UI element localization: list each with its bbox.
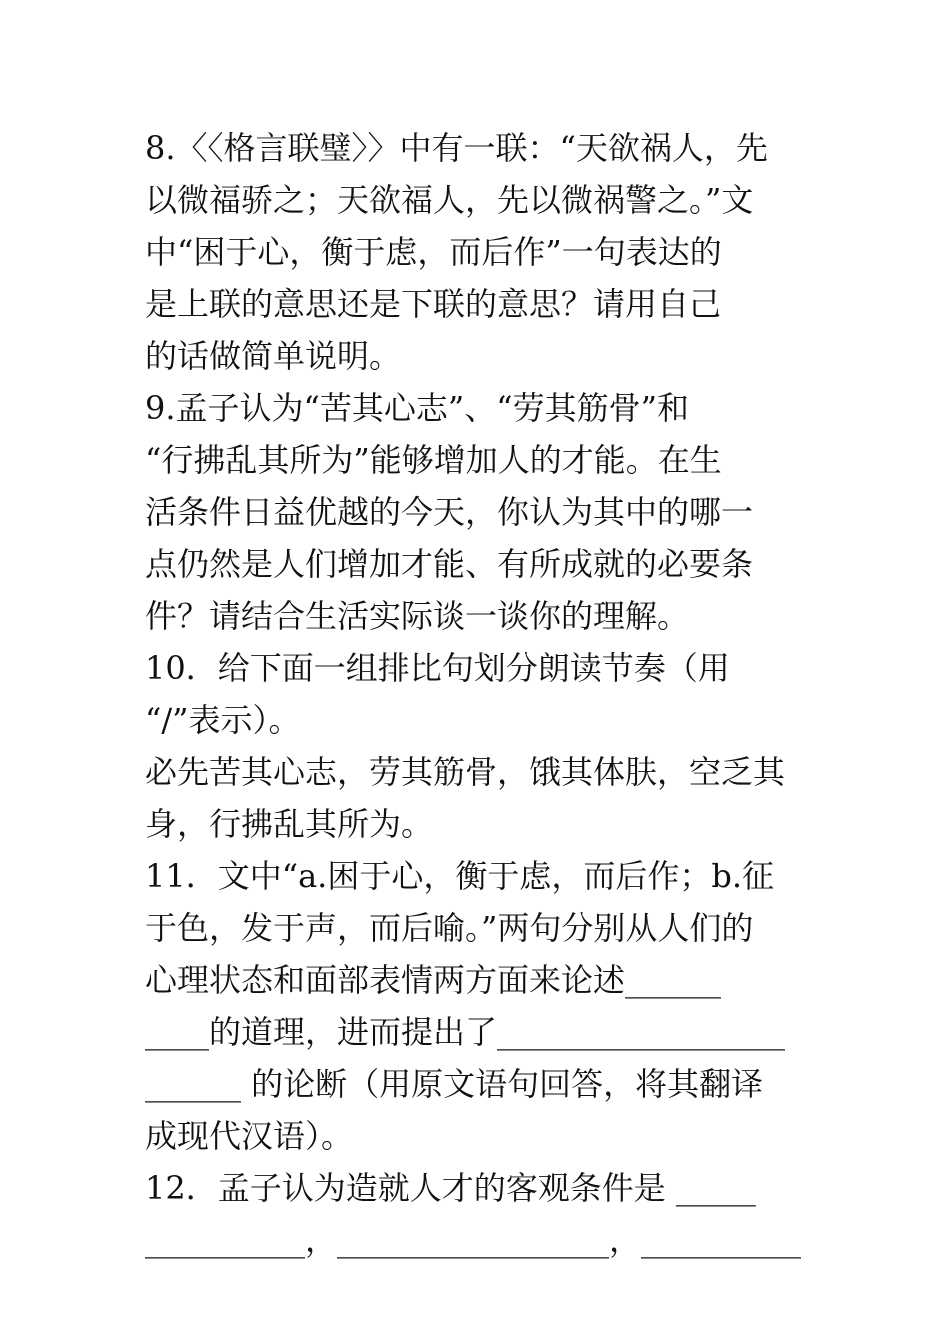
q8-line-4: 是上联的意思还是下联的意思？请用自己	[145, 285, 722, 323]
q8-line-3: 中“困于心，衡于虑，而后作”一句表达的	[145, 233, 722, 271]
q11-line-4: ____的道理，进而提出了__________________	[145, 1013, 786, 1051]
q9-line-4: 点仍然是人们增加才能、有所成就的必要条	[145, 545, 754, 583]
q11-line-6: 成现代汉语）。	[145, 1117, 354, 1155]
q9-line-3: 活条件日益优越的今天，你认为其中的哪一	[145, 493, 754, 531]
q12-line-1: 12．孟子认为造就人才的客观条件是 _____	[145, 1169, 756, 1207]
q11-line-2: 于色，发于声，而后喻。”两句分别从人们的	[145, 909, 754, 947]
q10-line-4: 身，行拂乱其所为。	[145, 805, 434, 843]
q8-line-2: 以微福骄之；天欲福人，先以微祸警之。”文	[145, 181, 754, 219]
q10-line-3: 必先苦其心志，劳其筋骨，饿其体肤，空乏其	[145, 753, 786, 791]
q12-line-2: __________，_________________，__________	[145, 1221, 802, 1259]
q8-line-5: 的话做简单说明。	[145, 337, 402, 375]
q9-line-2: “行拂乱其所为”能够增加人的才能。在生	[145, 441, 722, 479]
q8-line-1: 8.〈〈格言联璧〉〉中有一联：“天欲祸人，先	[145, 129, 768, 167]
q9-line-5: 件？请结合生活实际谈一谈你的理解。	[145, 597, 690, 635]
question-text-block	[145, 122, 835, 1266]
q11-line-1: 11．文中“a.困于心，衡于虑，而后作；b.征	[145, 857, 774, 895]
q10-line-2: “/”表示）。	[145, 701, 301, 739]
q9-line-1: 9.孟子认为“苦其心志”、“劳其筋骨”和	[145, 389, 689, 427]
q10-line-1: 10．给下面一组排比句划分朗读节奏（用	[145, 649, 730, 687]
q11-line-5: ______ 的论断（用原文语句回答，将其翻译	[145, 1065, 764, 1103]
q11-line-3: 心理状态和面部表情两方面来论述______	[145, 961, 722, 999]
